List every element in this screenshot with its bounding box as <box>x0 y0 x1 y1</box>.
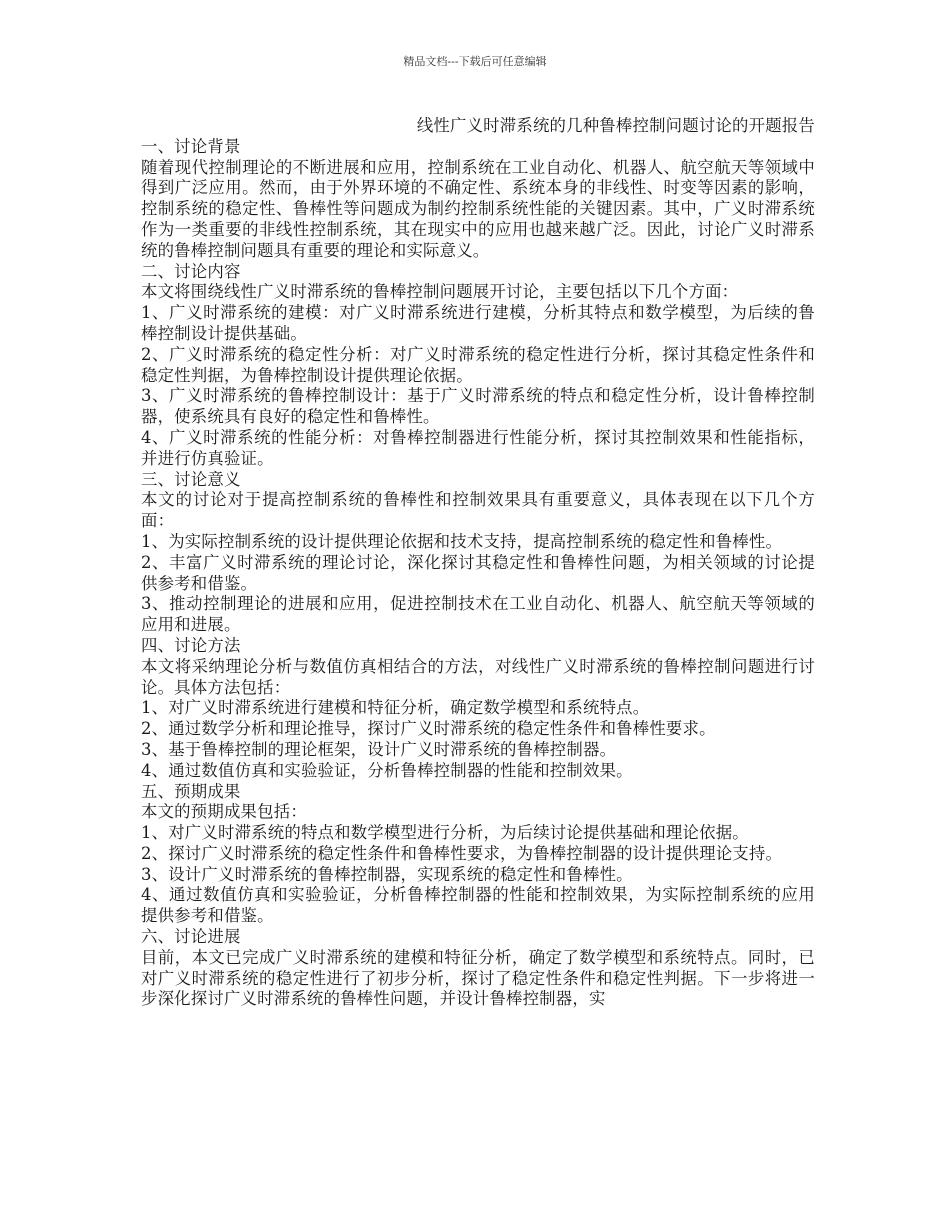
section-heading-methods: 四、讨论方法 <box>141 635 241 655</box>
list-item: 3、基于鲁棒控制的理论框架，设计广义时滞系统的鲁棒控制器。 <box>141 739 617 759</box>
list-item: 3、推动控制理论的进展和应用，促进控制技术在工业自动化、机器人、航空航天等领域的应用和进展。 <box>141 594 815 635</box>
section-heading-expected-results: 五、预期成果 <box>141 781 241 801</box>
document-body <box>141 116 815 1010</box>
list-item: 2、探讨广义时滞系统的稳定性条件和鲁棒性要求，为鲁棒控制器的设计提供理论支持。 <box>141 843 783 863</box>
list-item: 2、通过数学分析和理论推导，探讨广义时滞系统的稳定性条件和鲁棒性要求。 <box>141 719 716 739</box>
list-item: 1、对广义时滞系统的特点和数学模型进行分析，为后续讨论提供基础和理论依据。 <box>141 823 749 843</box>
list-item: 4、通过数值仿真和实验验证，分析鲁棒控制器的性能和控制效果。 <box>141 760 633 780</box>
list-item: 3、设计广义时滞系统的鲁棒控制器，实现系统的稳定性和鲁棒性。 <box>141 864 633 884</box>
header-note: 精品文档---下载后可任意编辑 <box>403 55 547 68</box>
list-item: 1、对广义时滞系统进行建模和特征分析，确定数学模型和系统特点。 <box>141 698 650 718</box>
paragraph: 本文的预期成果包括： <box>141 802 307 822</box>
list-item: 4、通过数值仿真和实验验证，分析鲁棒控制器的性能和控制效果，为实际控制系统的应用提供参考和借鉴。 <box>141 885 815 926</box>
section-heading-progress: 六、讨论进展 <box>141 927 241 947</box>
paragraph: 本文将围绕线性广义时滞系统的鲁棒控制问题展开讨论，主要包括以下几个方面： <box>141 282 739 302</box>
section-heading-significance: 三、讨论意义 <box>141 469 241 489</box>
section-heading-background: 一、讨论背景 <box>141 136 241 156</box>
paragraph: 本文将采纳理论分析与数值仿真相结合的方法，对线性广义时滞系统的鲁棒控制问题进行讨论。具体方法包括： <box>141 656 815 697</box>
list-item: 2、广义时滞系统的稳定性分析：对广义时滞系统的稳定性进行分析，探讨其稳定性条件和稳定性判据，为鲁棒控制设计提供理论依据。 <box>141 344 815 385</box>
list-item: 4、广义时滞系统的性能分析：对鲁棒控制器进行性能分析，探讨其控制效果和性能指标，并进行仿真验证。 <box>141 427 815 468</box>
list-item: 1、为实际控制系统的设计提供理论依据和技术支持，提高控制系统的稳定性和鲁棒性。 <box>141 531 783 551</box>
paragraph: 目前，本文已完成广义时滞系统的建模和特征分析，确定了数学模型和系统特点。同时，已对广义时滞系统的稳定性进行了初步分析，探讨了稳定性条件和稳定性判据。下一步将进一步深化探讨广义时滞系统的鲁棒性问题，并设计鲁棒控制器，实 <box>141 947 815 1009</box>
list-item: 2、丰富广义时滞系统的理论讨论，深化探讨其稳定性和鲁棒性问题，为相关领域的讨论提供参考和借鉴。 <box>141 552 815 593</box>
list-item: 1、广义时滞系统的建模：对广义时滞系统进行建模，分析其特点和数学模型，为后续的鲁棒控制设计提供基础。 <box>141 303 815 343</box>
paragraph: 随着现代控制理论的不断进展和应用，控制系统在工业自动化、机器人、航空航天等领域中得到广泛应用。然而，由于外界环境的不确定性、系统本身的非线性、时变等因素的影响，控制系统的稳定性、鲁棒性等问题成为制约控制系统性能的关键因素。其中，广义时滞系统作为一类重要的非线性控制系统，其在现实中的应用也越来越广泛。因此，讨论广义时滞系统的鲁棒控制问题具有重要的理论和实际意义。 <box>141 157 815 260</box>
document-title: 线性广义时滞系统的几种鲁棒控制问题讨论的开题报告 <box>416 116 815 135</box>
section-heading-content: 二、讨论内容 <box>141 261 241 281</box>
list-item: 3、广义时滞系统的鲁棒控制设计：基于广义时滞系统的特点和稳定性分析，设计鲁棒控制器，使系统具有良好的稳定性和鲁棒性。 <box>141 386 815 427</box>
paragraph: 本文的讨论对于提高控制系统的鲁棒性和控制效果具有重要意义，具体表现在以下几个方面： <box>141 490 815 531</box>
